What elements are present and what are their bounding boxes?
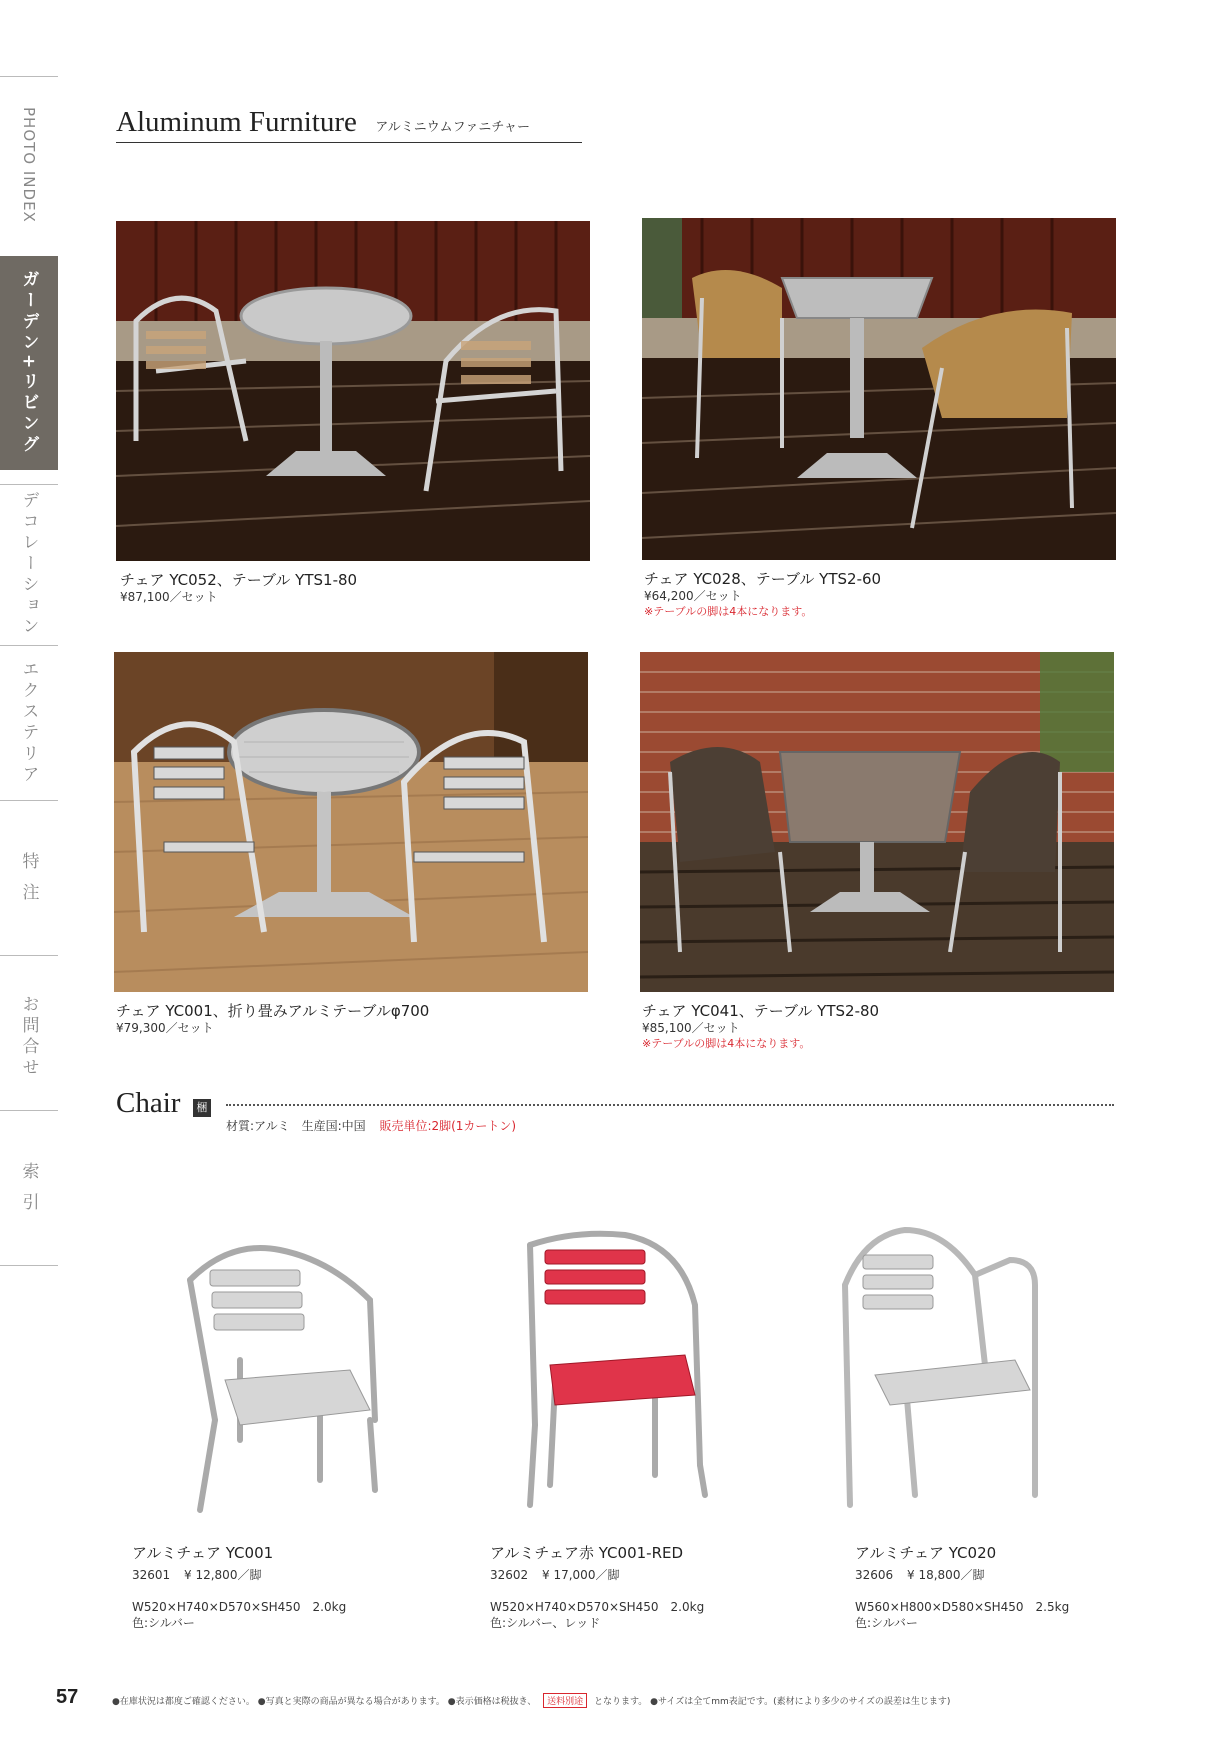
side-tab-decoration[interactable] <box>0 486 58 642</box>
shipping-stamp: 送料別途 <box>543 1693 587 1708</box>
chair-spec-material: 材質:アルミ 生産国:中国 <box>226 1119 366 1133</box>
side-tab-label: ガーデン+リビング <box>18 269 39 457</box>
side-divider <box>0 800 58 801</box>
set-note: ※テーブルの脚は4本になります。 <box>644 605 813 618</box>
product-price: ¥ 18,800／脚 <box>907 1568 985 1582</box>
product-name: アルミチェア YC001 <box>132 1544 274 1562</box>
set-caption: チェア YC041、テーブル YTS2-80 <box>642 1002 880 1020</box>
side-tab-exterior[interactable] <box>0 648 58 798</box>
side-divider <box>0 955 58 956</box>
set-note: ※テーブルの脚は4本になります。 <box>642 1037 811 1050</box>
product-name: アルミチェア YC020 <box>855 1544 997 1562</box>
side-divider <box>0 1110 58 1111</box>
section-title: Chair <box>116 1087 181 1119</box>
footer-notes-b: となります。 ●サイズは全てmm表記です。(素材により多少のサイズの誤差は生じます) <box>593 1697 951 1707</box>
section-title: Aluminum Furniture <box>116 106 357 138</box>
footer-notes-a: ●在庫状況は都度ご確認ください。 ●写真と実際の商品が異なる場合があります。 ●表示価格は税抜き、 <box>112 1697 537 1707</box>
section-heading <box>116 106 530 139</box>
product-code-price <box>490 1566 619 1583</box>
chair-heading <box>116 1087 211 1120</box>
side-tab-index[interactable] <box>0 1118 58 1268</box>
set-price: ¥85,100／セット <box>642 1021 740 1035</box>
side-tab-label: 特注 <box>18 852 39 914</box>
product-size: W560×H800×D580×SH450 2.5kg <box>855 1600 1070 1614</box>
carton-badge-icon: 梱 <box>193 1099 211 1117</box>
product-code: 32602 <box>490 1568 529 1582</box>
product-photo-set-2 <box>642 218 1116 560</box>
product-code-price <box>855 1566 984 1583</box>
set-caption: チェア YC052、テーブル YTS1-80 <box>120 571 358 589</box>
product-code: 32601 <box>132 1568 171 1582</box>
side-tab-label: お問合せ <box>18 995 39 1079</box>
product-photo-chair-yc020 <box>835 1225 1055 1515</box>
product-photo-chair-yc001 <box>170 1220 390 1520</box>
product-color: 色:シルバー <box>855 1616 918 1630</box>
chair-spec-unit: 販売単位:2脚(1カートン) <box>379 1119 517 1133</box>
side-tab-label: デコレーション <box>18 490 39 638</box>
side-tab-contact[interactable] <box>0 962 58 1112</box>
product-photo-set-1 <box>116 221 590 561</box>
product-size: W520×H740×D570×SH450 2.0kg <box>132 1600 347 1614</box>
product-code-price <box>132 1566 261 1583</box>
product-photo-set-4 <box>640 652 1114 992</box>
side-tab-custom-order[interactable] <box>0 808 58 958</box>
set-caption: チェア YC001、折り畳みアルミテーブルφ700 <box>116 1002 430 1020</box>
product-name: アルミチェア赤 YC001-RED <box>490 1544 684 1562</box>
side-tab-label: エクステリア <box>18 660 39 786</box>
set-price: ¥64,200／セット <box>644 589 742 603</box>
chair-spec <box>226 1117 516 1134</box>
section-subtitle: アルミニウムファニチャー <box>375 120 531 135</box>
product-color: 色:シルバー、レッド <box>490 1616 601 1630</box>
product-photo-chair-yc001-red <box>515 1225 715 1515</box>
set-caption: チェア YC028、テーブル YTS2-60 <box>644 570 882 588</box>
side-tab-label: PHOTO INDEX <box>20 107 38 223</box>
set-price: ¥79,300／セット <box>116 1021 214 1035</box>
product-price: ¥ 17,000／脚 <box>542 1568 620 1582</box>
heading-underline <box>116 142 582 143</box>
product-photo-set-3 <box>114 652 588 992</box>
side-divider <box>0 76 58 77</box>
side-tab-photo-index[interactable] <box>0 90 58 240</box>
set-price: ¥87,100／セット <box>120 590 218 604</box>
side-divider <box>0 645 58 646</box>
side-tab-garden-living[interactable] <box>0 256 58 470</box>
footer-notes <box>112 1693 950 1708</box>
product-price: ¥ 12,800／脚 <box>184 1568 262 1582</box>
product-size: W520×H740×D570×SH450 2.0kg <box>490 1600 705 1614</box>
side-divider <box>0 1265 58 1266</box>
product-color: 色:シルバー <box>132 1616 195 1630</box>
page-number: 57 <box>56 1686 79 1708</box>
side-divider <box>0 484 58 485</box>
product-code: 32606 <box>855 1568 894 1582</box>
side-tab-label: 索引 <box>18 1162 39 1224</box>
heading-dotted-rule <box>226 1104 1114 1106</box>
